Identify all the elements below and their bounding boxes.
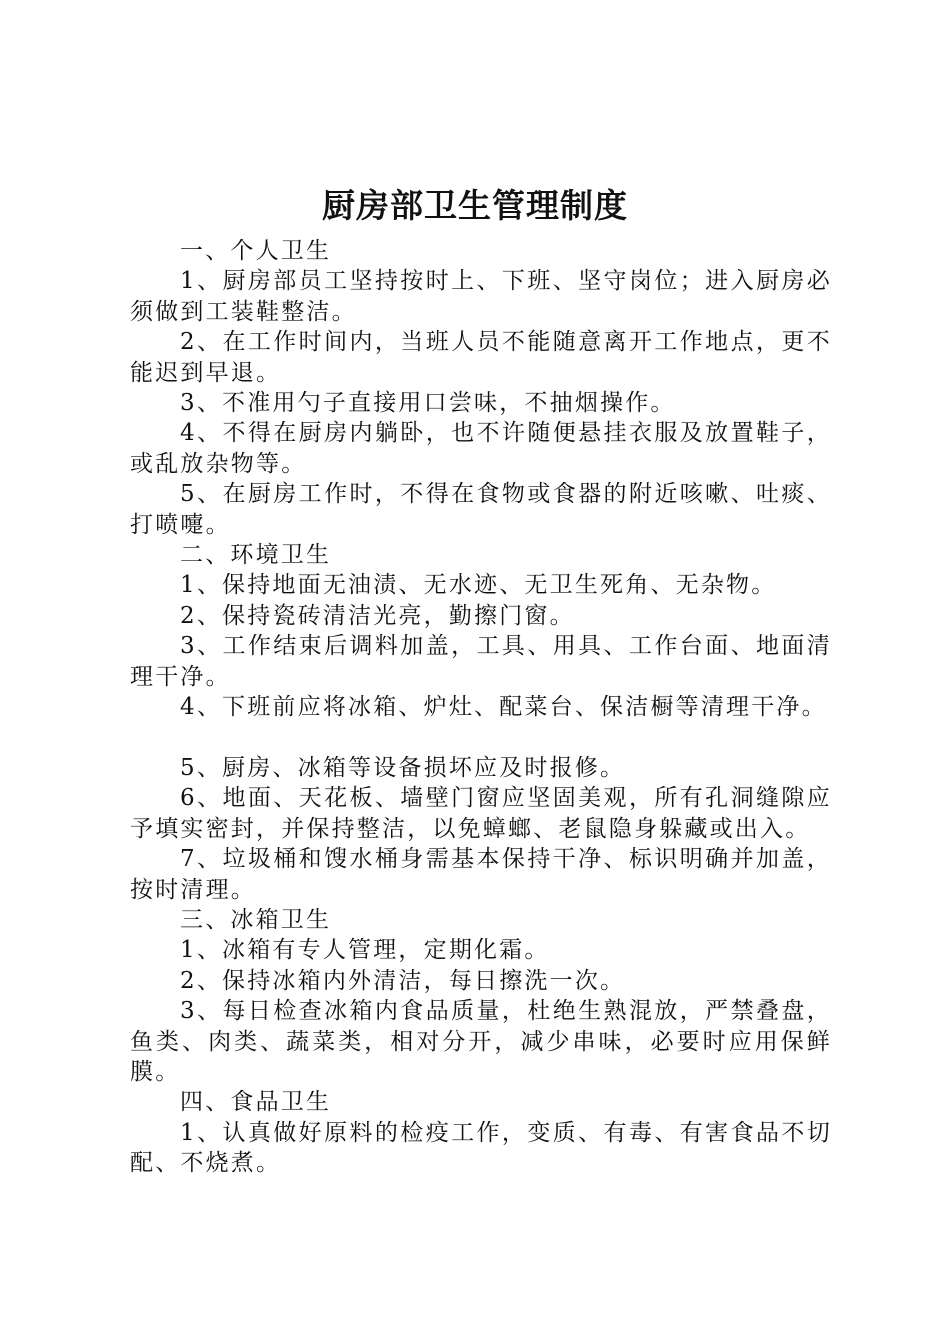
blank-line [130, 723, 832, 753]
paragraph: 5、厨房、冰箱等设备损坏应及时报修。 [180, 754, 626, 781]
paragraph: 2、在工作时间内，当班人员不能随意离开工作地点，更不能迟到早退。 [130, 329, 832, 386]
section-heading-food-hygiene: 四、食品卫生 [180, 1089, 332, 1116]
paragraph: 6、地面、天花板、墙壁门窗应坚固美观，所有孔洞缝隙应予填实密封，并保持整洁，以免蟑螂、老鼠隐身躲藏或出入。 [130, 785, 832, 842]
paragraph: 4、不得在厨房内躺卧，也不许随便悬挂衣服及放置鞋子，或乱放杂物等。 [130, 420, 832, 477]
paragraph: 3、每日检查冰箱内食品质量，杜绝生熟混放，严禁叠盘，鱼类、肉类、蔬菜类，相对分开，减少串味，必要时应用保鲜膜。 [130, 998, 832, 1085]
section-heading-environment-hygiene: 二、环境卫生 [180, 542, 332, 569]
section-heading-personal-hygiene: 一、个人卫生 [180, 238, 332, 264]
document-title: 厨房部卫生管理制度 [322, 186, 628, 225]
paragraph: 4、下班前应将冰箱、炉灶、配菜台、保洁橱等清理干净。 [180, 694, 827, 721]
paragraph: 3、不准用勺子直接用口尝味，不抽烟操作。 [180, 390, 676, 417]
paragraph: 7、垃圾桶和馊水桶身需基本保持干净、标识明确并加盖，按时清理。 [130, 846, 832, 903]
paragraph: 1、认真做好原料的检疫工作，变质、有毒、有害食品不切配、不烧煮。 [130, 1119, 832, 1177]
paragraph: 1、保持地面无油渍、无水迹、无卫生死角、无杂物。 [180, 572, 777, 599]
paragraph: 5、在厨房工作时，不得在食物或食器的附近咳嗽、吐痰、打喷嚏。 [130, 481, 832, 538]
paragraph: 3、工作结束后调料加盖，工具、用具、工作台面、地面清理干净。 [130, 633, 832, 690]
paragraph: 2、保持冰箱内外清洁，每日擦洗一次。 [180, 967, 626, 994]
section-heading-fridge-hygiene: 三、冰箱卫生 [180, 906, 332, 933]
paragraph: 2、保持瓷砖清洁光亮，勤擦门窗。 [180, 602, 575, 629]
paragraph: 1、冰箱有专人管理，定期化霜。 [180, 937, 550, 964]
document-body [130, 236, 832, 1179]
paragraph: 1、厨房部员工坚持按时上、下班、坚守岗位；进入厨房必须做到工装鞋整洁。 [130, 268, 832, 325]
